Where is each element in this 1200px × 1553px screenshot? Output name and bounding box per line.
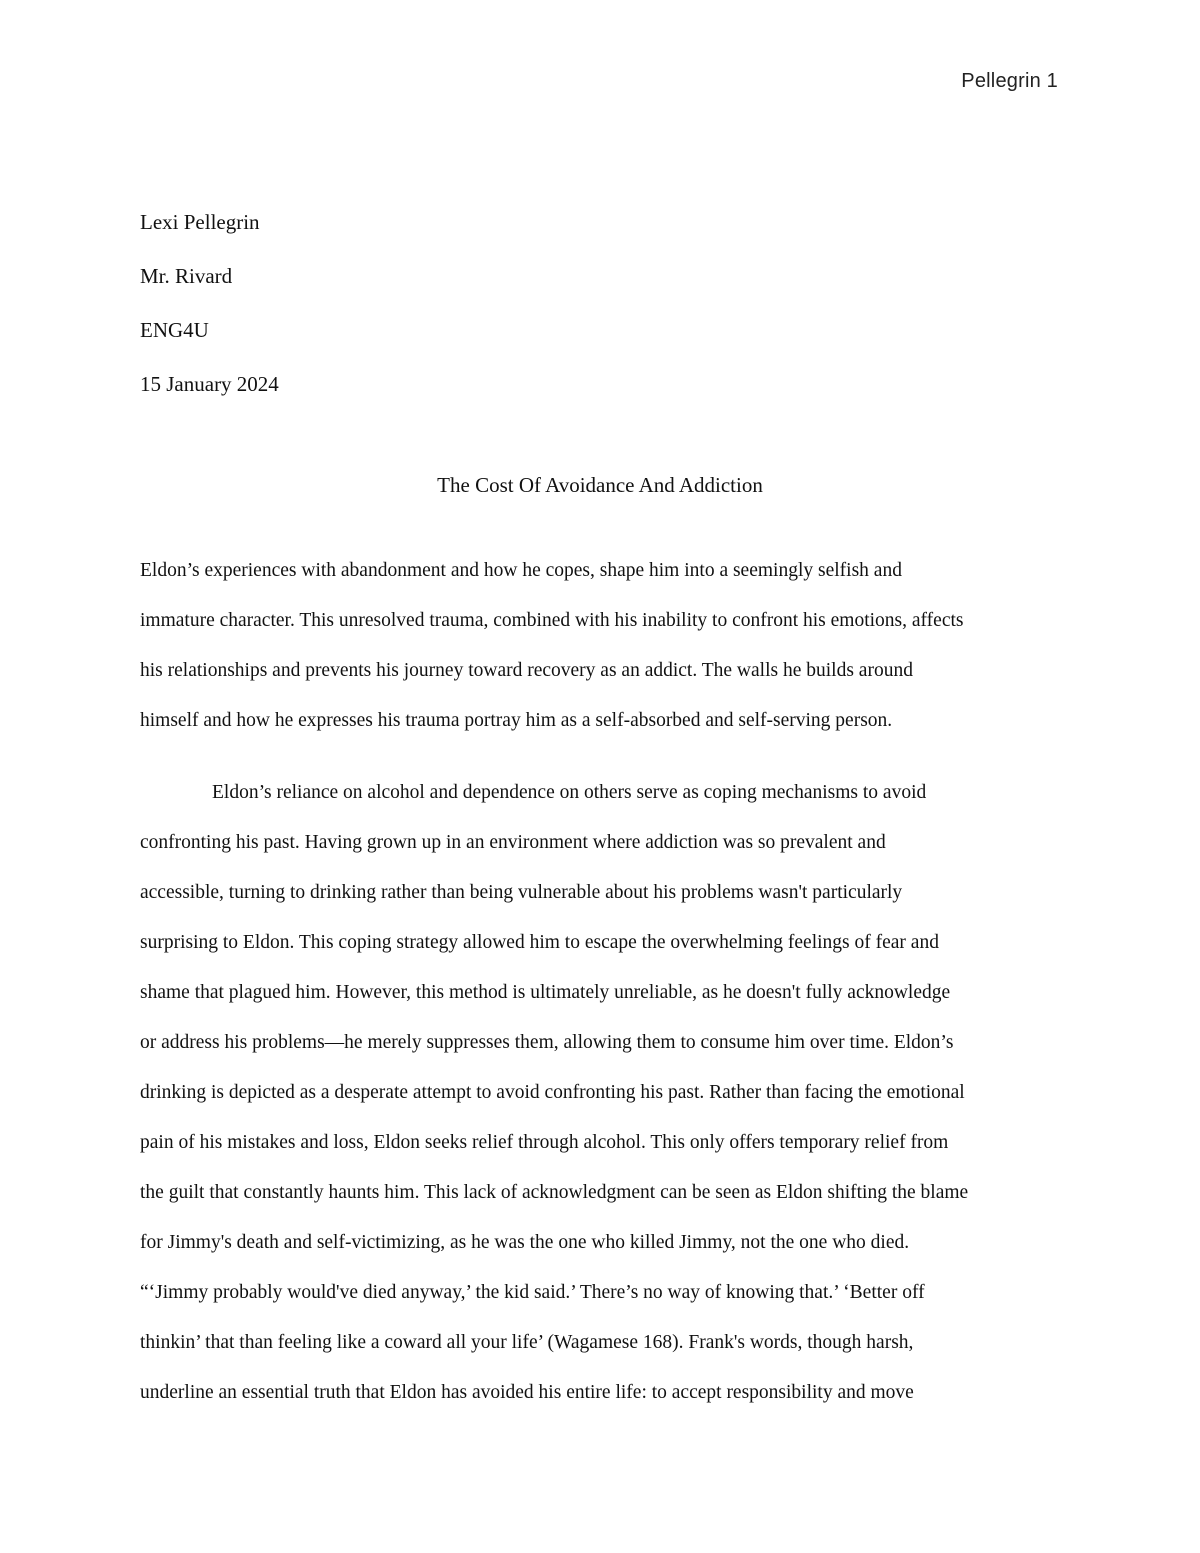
essay-body	[140, 546, 1060, 1418]
date-line: 15 January 2024	[140, 372, 279, 396]
student-name: Lexi Pellegrin	[140, 210, 260, 234]
essay-title: The Cost Of Avoidance And Addiction	[437, 473, 763, 497]
teacher-name: Mr. Rivard	[140, 264, 233, 288]
course-code: ENG4U	[140, 318, 209, 342]
paragraph-intro	[140, 546, 1060, 746]
running-header: Pellegrin 1	[961, 70, 1058, 92]
paragraph-line: or address his problems—he merely suppresses them, allowing them to consume him over time. Eldon’s	[140, 1032, 954, 1053]
paragraph-line: shame that plagued him. However, this method is ultimately unreliable, as he doesn't fully acknowledge	[140, 982, 951, 1003]
paragraph-line: “‘Jimmy probably would've died anyway,’ the kid said.’ There’s no way of knowing that.’ ‘Better off	[140, 1282, 925, 1303]
paragraph-line: confronting his past. Having grown up in an environment where addiction was so prevalent and	[140, 832, 886, 853]
paragraph-line: Eldon’s experiences with abandonment and how he copes, shape him into a seemingly selfish and	[140, 560, 902, 581]
paragraph-line: thinkin’ that than feeling like a coward all your life’ (Wagamese 168). Frank's words, though harsh,	[140, 1332, 914, 1353]
paragraph-line: surprising to Eldon. This coping strategy allowed him to escape the overwhelming feelings of fear and	[140, 932, 939, 953]
paragraph-line: immature character. This unresolved trauma, combined with his inability to confront his emotions, affects	[140, 610, 964, 631]
paragraph-spacer	[140, 746, 1060, 768]
paragraph-line: drinking is depicted as a desperate attempt to avoid confronting his past. Rather than facing the emotional	[140, 1082, 965, 1103]
paragraph-line: the guilt that constantly haunts him. This lack of acknowledgment can be seen as Eldon shifting the blame	[140, 1182, 969, 1203]
mla-heading	[140, 195, 1060, 411]
paragraph-line: himself and how he expresses his trauma portray him as a self-absorbed and self-serving person.	[140, 710, 893, 731]
paragraph-body-1	[140, 768, 1060, 1418]
paragraph-line: accessible, turning to drinking rather than being vulnerable about his problems wasn't particularly	[140, 882, 903, 903]
paragraph-line: Eldon’s reliance on alcohol and dependence on others serve as coping mechanisms to avoid	[212, 782, 927, 803]
paragraph-line: pain of his mistakes and loss, Eldon seeks relief through alcohol. This only offers temporary relief from	[140, 1132, 949, 1153]
paragraph-line: for Jimmy's death and self-victimizing, as he was the one who killed Jimmy, not the one who died.	[140, 1232, 910, 1253]
paragraph-line: underline an essential truth that Eldon has avoided his entire life: to accept responsibility and move	[140, 1382, 914, 1403]
paragraph-line: his relationships and prevents his journey toward recovery as an addict. The walls he builds around	[140, 660, 913, 681]
